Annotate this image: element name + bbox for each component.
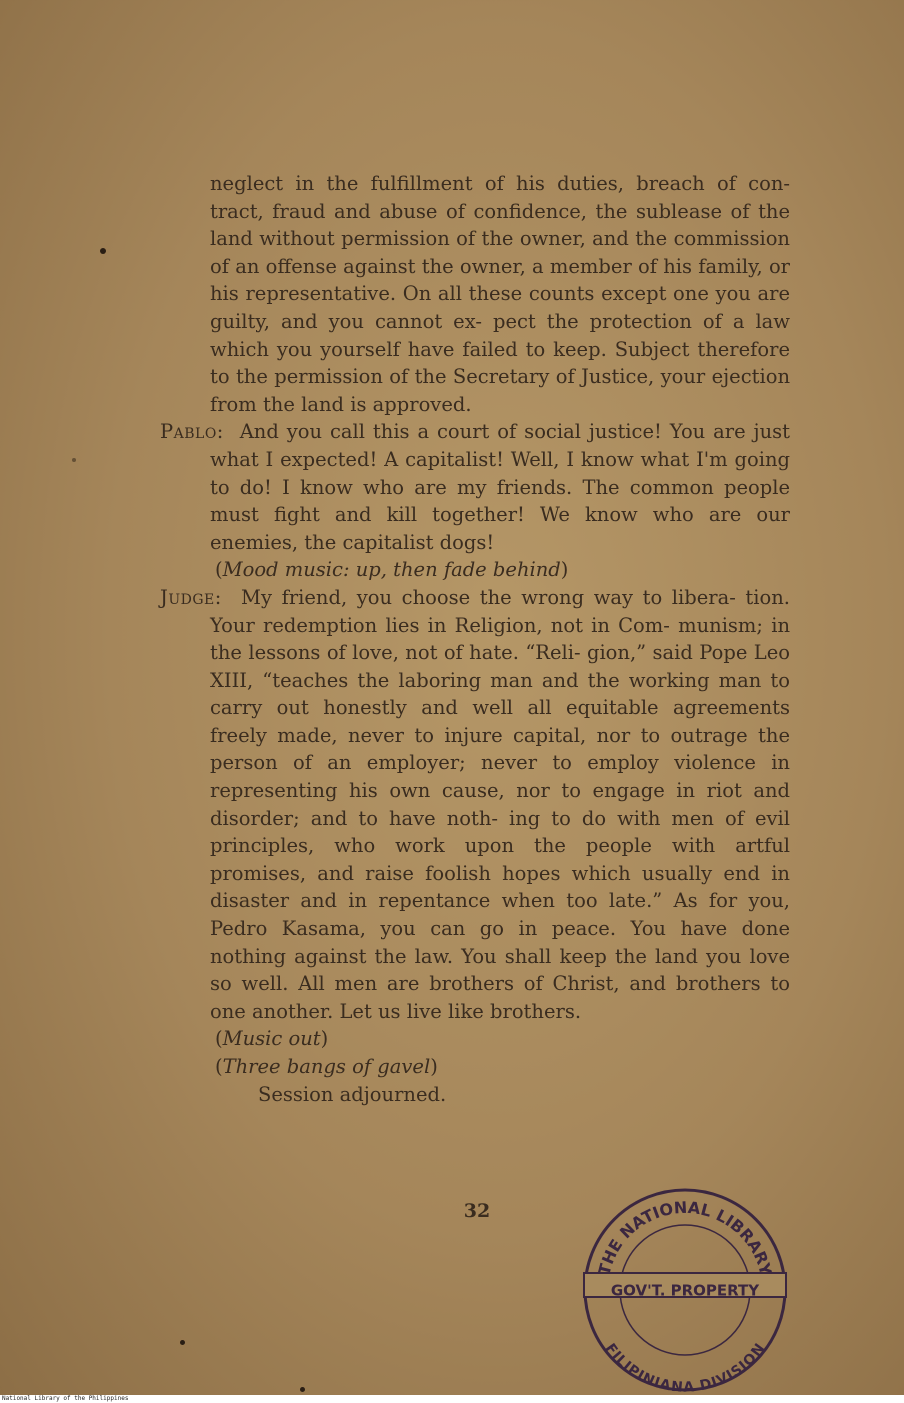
judge-speech-text: My friend, you choose the wrong way to libera- tion. Your redemption lies in Religion, not in Com- munism; in the lessons of love, not of hate. “Reli- gion,” said Pope Leo XIII, “teaches the laboring man and the working man to carry out honestly and well all equitable agreements freely made, never to injure capital, nor to outrage the person of an employer; never to employ violence in representing his own cause, nor to engage in riot and disorder; and to have noth- ing to do with men of evil principles, who work upon the people with artful promises, and raise foolish hopes which usually end in disaster and in repentance when too late.” As for you, Pedro Kasama, you can go in peace. You have done nothing against the law. You shall keep the land you love so well. All men are brothers of Christ, and brothers to one another. Let us live like brothers.: [210, 585, 790, 1023]
stamp-top-text: THE NATIONAL LIBRARY: [594, 1197, 776, 1278]
ink-speck: [180, 1340, 185, 1345]
ink-speck: [72, 458, 76, 462]
speaker-name-judge: Judge:: [160, 585, 222, 609]
stamp-center-text: GOV'T. PROPERTY: [610, 1281, 760, 1300]
pablo-speech: [160, 418, 790, 556]
page-text: [160, 170, 790, 1108]
stage-direction-mood: (Mood music: up, then fade behind): [215, 558, 569, 582]
page-number: 32: [463, 1200, 491, 1222]
speaker-name-pablo: Pablo:: [160, 420, 224, 444]
ink-speck: [100, 248, 106, 254]
footer-credit: National Library of the Philippines: [0, 1395, 904, 1403]
ruling-paragraph: neglect in the fulfillment of his duties, breach of con- tract, fraud and abuse of confidence, the sublease of the land without permission of the owner, and the commission of an offense against the owner, a member of his family, or his representative. On all these counts except one you are guilty, and you cannot ex- pect the protection of a law which you yourself have failed to keep. Subject therefore to the permission of the Secretary of Justice, your ejection from the land is approved.: [210, 172, 791, 416]
stage-direction-music-out: (Music out): [215, 1027, 329, 1051]
pablo-speech-text: And you call this a court of social justice! You are just what I expected! A capitalist! Well, I know what I'm going to do! I know who are my friends. The common people must fight and kill together! We know who are our enemies, the capitalist dogs!: [210, 420, 791, 554]
ink-speck: [300, 1387, 305, 1392]
stamp-bottom-text: FILIPINIANA DIVISION: [601, 1340, 769, 1395]
judge-speech: [160, 584, 790, 1026]
closing-line: Session adjourned.: [258, 1082, 447, 1106]
stage-direction-gavel: (Three bangs of gavel): [215, 1055, 438, 1078]
library-stamp: [578, 1185, 792, 1395]
